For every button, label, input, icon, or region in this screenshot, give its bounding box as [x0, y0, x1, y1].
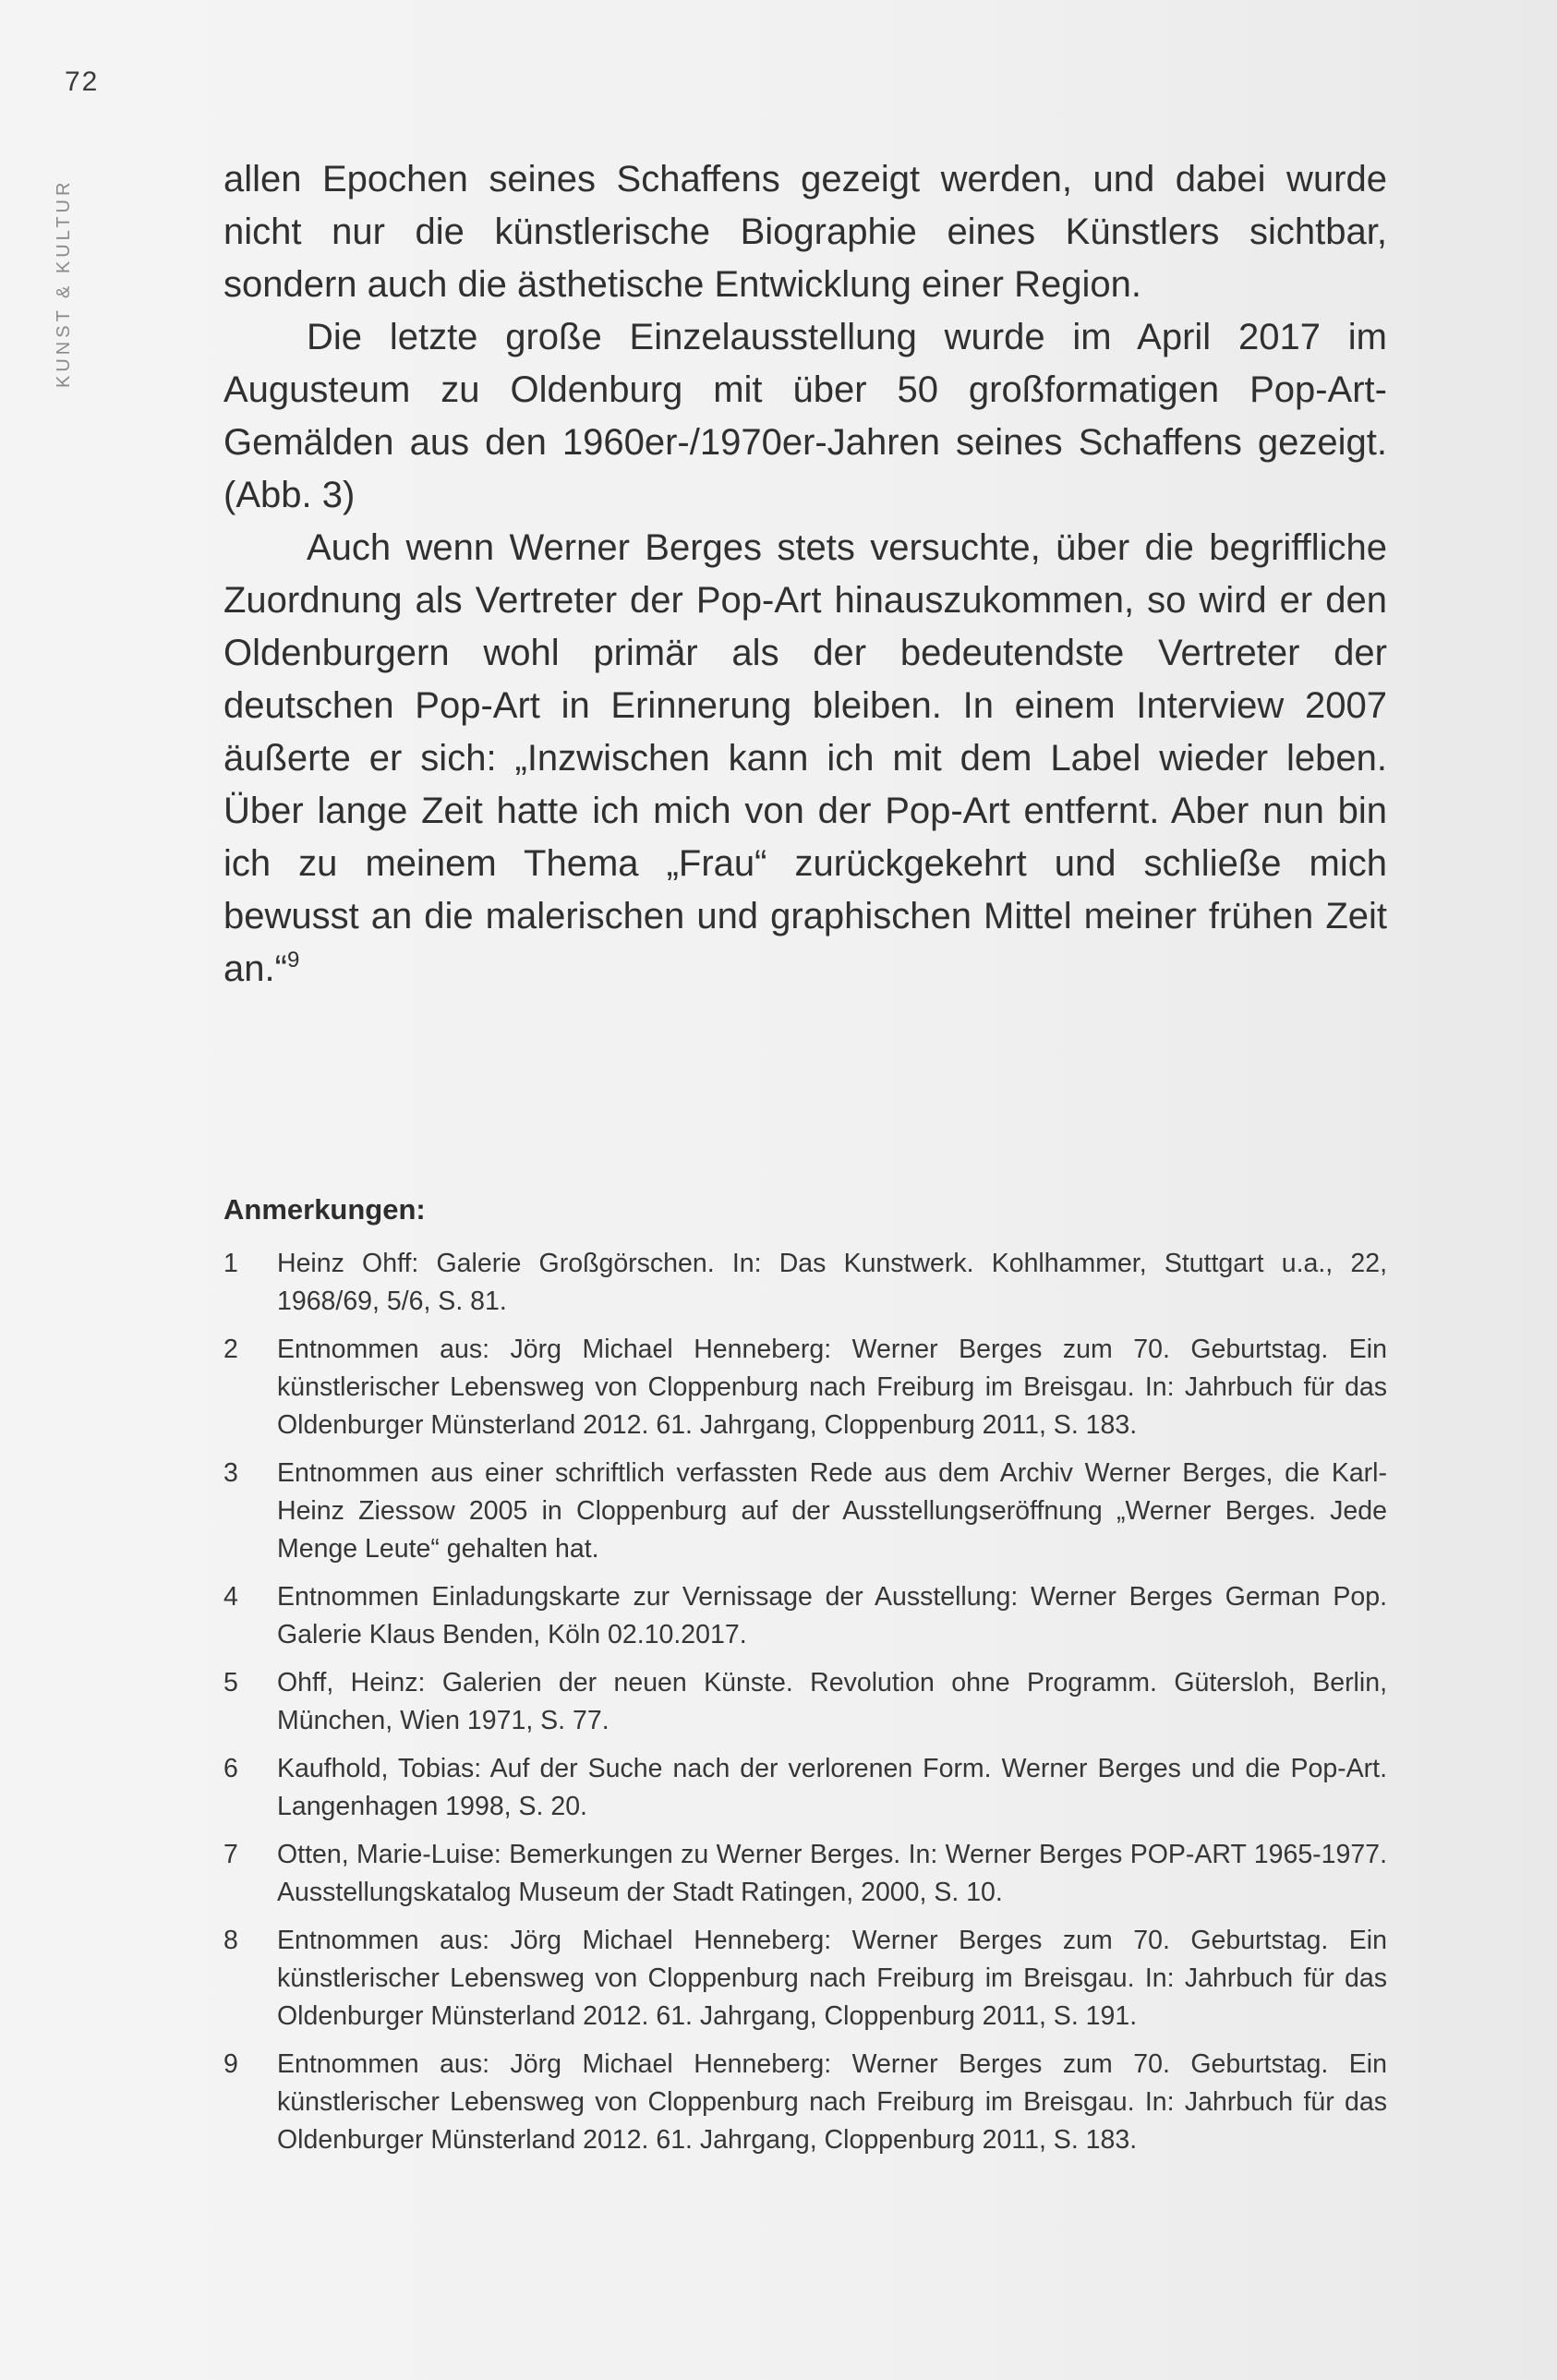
notes-section: [223, 1191, 1387, 2169]
note-number: 7: [223, 1840, 238, 1869]
note-number: 9: [223, 2049, 238, 2079]
note-text: Otten, Marie-Luise: Bemerkungen zu Werner Berges. In: Werner Berges POP-ART 1965-1977. Ausstellungskatalog Museum der Stadt Ratingen, 2000, S. 10.: [277, 1840, 1387, 1907]
note-text: Entnommen aus: Jörg Michael Henneberg: Werner Berges zum 70. Geburtstag. Ein künstlerischer Lebensweg von Cloppenburg nach Freiburg im Breisgau. In: Jahrbuch für das Oldenburger Münsterland 2012. 61. Jahrgang, Cloppenburg 2011, S. 191.: [277, 1926, 1387, 2031]
note-item: [223, 1245, 1387, 1321]
note-number: 3: [223, 1458, 238, 1488]
note-text: Kaufhold, Tobias: Auf der Suche nach der verlorenen Form. Werner Berges und die Pop-Art. Langenhagen 1998, S. 20.: [277, 1754, 1387, 1821]
note-item: [223, 2046, 1387, 2159]
note-text: Entnommen aus einer schriftlich verfassten Rede aus dem Archiv Werner Berges, die Karl-Heinz Ziessow 2005 in Cloppenburg auf der Ausstellungseröffnung „Werner Berges. Jede Menge Leute“ gehalten hat.: [277, 1458, 1387, 1564]
notes-heading: Anmerkungen:: [223, 1193, 426, 1226]
note-item: [223, 1455, 1387, 1568]
note-number: 4: [223, 1582, 238, 1612]
note-number: 1: [223, 1249, 238, 1278]
body-paragraph: Die letzte große Einzelausstellung wurde im April 2017 im Augusteum zu Oldenburg mit über 50 großformatigen Pop-Art-Gemälden aus den 1960er-/1970er-Jahren seines Schaffens gezeigt. (Abb. 3): [223, 317, 1387, 515]
note-item: [223, 1578, 1387, 1654]
note-item: [223, 1664, 1387, 1740]
note-number: 8: [223, 1926, 238, 1955]
body-paragraph: [223, 522, 1387, 996]
note-text: Ohff, Heinz: Galerien der neuen Künste. Revolution ohne Programm. Gütersloh, Berlin, München, Wien 1971, S. 77.: [277, 1668, 1387, 1735]
note-item: [223, 1750, 1387, 1826]
note-item: [223, 1331, 1387, 1444]
page-number: 72: [65, 66, 100, 97]
note-text: Heinz Ohff: Galerie Großgörschen. In: Das Kunstwerk. Kohlhammer, Stuttgart u.a., 22, 1968/69, 5/6, S. 81.: [277, 1249, 1387, 1316]
note-number: 6: [223, 1754, 238, 1783]
note-item: [223, 1836, 1387, 1912]
body-text: [223, 153, 1387, 996]
body-paragraph-text: Auch wenn Werner Berges stets versuchte, über die begriffliche Zuordnung als Vertreter der Pop-Art hinauszukommen, so wird er den Oldenburgern wohl primär als der bedeutendste Vertreter der deutschen Pop-Art in Erinnerung bleiben. In einem Interview 2007 äußerte er sich: „Inzwischen kann ich mit dem Label wieder leben. Über lange Zeit hatte ich mich von der Pop-Art entfernt. Aber nun bin ich zu meinem Thema „Frau“ zurückgekehrt und schließe mich bewusst an die malerischen und graphischen Mittel meiner frühen Zeit an.“: [223, 527, 1387, 989]
note-item: [223, 1922, 1387, 2036]
running-head: KUNST & KULTUR: [54, 178, 74, 388]
note-number: 5: [223, 1668, 238, 1697]
footnote-reference[interactable]: 9: [286, 948, 300, 973]
note-text: Entnommen aus: Jörg Michael Henneberg: Werner Berges zum 70. Geburtstag. Ein künstlerischer Lebensweg von Cloppenburg nach Freiburg im Breisgau. In: Jahrbuch für das Oldenburger Münsterland 2012. 61. Jahrgang, Cloppenburg 2011, S. 183.: [277, 2049, 1387, 2155]
note-number: 2: [223, 1335, 238, 1364]
note-text: Entnommen Einladungskarte zur Vernissage der Ausstellung: Werner Berges German Pop. Galerie Klaus Benden, Köln 02.10.2017.: [277, 1582, 1387, 1649]
body-paragraph: allen Epochen seines Schaffens gezeigt werden, und dabei wurde nicht nur die künstlerische Biographie eines Künstlers sichtbar, sondern auch die ästhetische Entwicklung einer Region.: [223, 159, 1387, 305]
note-text: Entnommen aus: Jörg Michael Henneberg: Werner Berges zum 70. Geburtstag. Ein künstlerischer Lebensweg von Cloppenburg nach Freiburg im Breisgau. In: Jahrbuch für das Oldenburger Münsterland 2012. 61. Jahrgang, Cloppenburg 2011, S. 183.: [277, 1335, 1387, 1440]
